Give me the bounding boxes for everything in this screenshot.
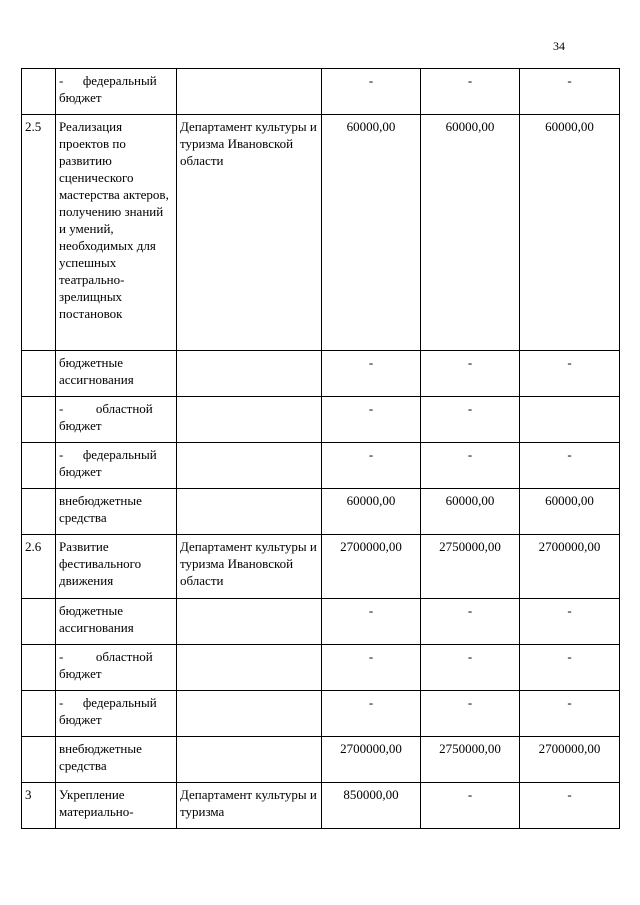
table-row: [22, 783, 620, 829]
executor: Департамент культуры и туризма: [177, 783, 322, 829]
value-1: -: [322, 69, 421, 115]
page-number: 34: [553, 39, 565, 53]
table-row: [22, 645, 620, 691]
row-number: [22, 599, 56, 645]
executor: [177, 599, 322, 645]
item-name-first-line: - федеральный: [59, 695, 157, 710]
value-3: -: [520, 645, 620, 691]
item-name: внебюджетные средства: [56, 737, 177, 783]
value-3: [520, 397, 620, 443]
executor: [177, 397, 322, 443]
value-1: -: [322, 443, 421, 489]
value-3: 2700000,00: [520, 737, 620, 783]
value-3: -: [520, 783, 620, 829]
table-row: [22, 737, 620, 783]
table-row: [22, 351, 620, 397]
row-number: [22, 691, 56, 737]
value-2: -: [421, 599, 520, 645]
row-number: 3: [22, 783, 56, 829]
table-row: [22, 115, 620, 351]
item-name-first-line: - федеральный: [59, 73, 157, 88]
budget-table: [21, 68, 620, 829]
item-name-rest: бюджет: [59, 418, 102, 433]
item-name: [56, 397, 177, 443]
value-2: 60000,00: [421, 115, 520, 351]
value-2: -: [421, 645, 520, 691]
row-number: [22, 489, 56, 535]
value-2: -: [421, 443, 520, 489]
row-number: [22, 645, 56, 691]
value-1: 2700000,00: [322, 535, 421, 599]
executor: [177, 443, 322, 489]
executor: [177, 645, 322, 691]
value-3: -: [520, 691, 620, 737]
item-name-first-line: - областной: [59, 401, 153, 416]
value-1: 2700000,00: [322, 737, 421, 783]
value-1: -: [322, 351, 421, 397]
row-number: [22, 351, 56, 397]
item-name-rest: бюджет: [59, 464, 102, 479]
budget-table-body: [22, 69, 620, 829]
row-number: 2.6: [22, 535, 56, 599]
value-2: 60000,00: [421, 489, 520, 535]
value-3: -: [520, 443, 620, 489]
item-name-first-line: - федеральный: [59, 447, 157, 462]
item-name-rest: бюджет: [59, 712, 102, 727]
item-name-rest: бюджет: [59, 90, 102, 105]
value-2: -: [421, 69, 520, 115]
value-1: 60000,00: [322, 489, 421, 535]
executor: [177, 737, 322, 783]
table-row: [22, 599, 620, 645]
executor: [177, 489, 322, 535]
value-3: 60000,00: [520, 115, 620, 351]
value-1: -: [322, 397, 421, 443]
table-row: [22, 443, 620, 489]
row-number: 2.5: [22, 115, 56, 351]
value-3: -: [520, 599, 620, 645]
item-name: внебюджетные средства: [56, 489, 177, 535]
item-name: бюджетные ассигнования: [56, 599, 177, 645]
item-name-first-line: - областной: [59, 649, 153, 664]
table-row: [22, 489, 620, 535]
executor: [177, 691, 322, 737]
item-name: бюджетные ассигнования: [56, 351, 177, 397]
item-name: [56, 645, 177, 691]
item-name: [56, 443, 177, 489]
item-name-rest: бюджет: [59, 666, 102, 681]
value-2: 2750000,00: [421, 737, 520, 783]
value-1: -: [322, 599, 421, 645]
executor: [177, 69, 322, 115]
executor: Департамент культуры и туризма Ивановской области: [177, 535, 322, 599]
value-3: -: [520, 69, 620, 115]
item-name: Укрепление материально-: [56, 783, 177, 829]
item-name: Развитие фестивального движения: [56, 535, 177, 599]
row-number: [22, 737, 56, 783]
value-2: 2750000,00: [421, 535, 520, 599]
item-name: Реализация проектов по развитию сценического мастерства актеров, получению знаний и умений, необходимых для успешных театрально-зрелищных постановок: [56, 115, 177, 351]
value-2: -: [421, 351, 520, 397]
table-row: [22, 535, 620, 599]
value-3: 2700000,00: [520, 535, 620, 599]
executor: Департамент культуры и туризма Ивановской области: [177, 115, 322, 351]
value-1: -: [322, 691, 421, 737]
item-name: [56, 69, 177, 115]
value-3: 60000,00: [520, 489, 620, 535]
table-row: [22, 397, 620, 443]
value-1: 60000,00: [322, 115, 421, 351]
value-2: -: [421, 783, 520, 829]
table-row: [22, 691, 620, 737]
value-2: -: [421, 691, 520, 737]
row-number: [22, 69, 56, 115]
row-number: [22, 397, 56, 443]
value-3: -: [520, 351, 620, 397]
table-row: [22, 69, 620, 115]
item-name: [56, 691, 177, 737]
value-2: -: [421, 397, 520, 443]
value-1: 850000,00: [322, 783, 421, 829]
row-number: [22, 443, 56, 489]
value-1: -: [322, 645, 421, 691]
executor: [177, 351, 322, 397]
